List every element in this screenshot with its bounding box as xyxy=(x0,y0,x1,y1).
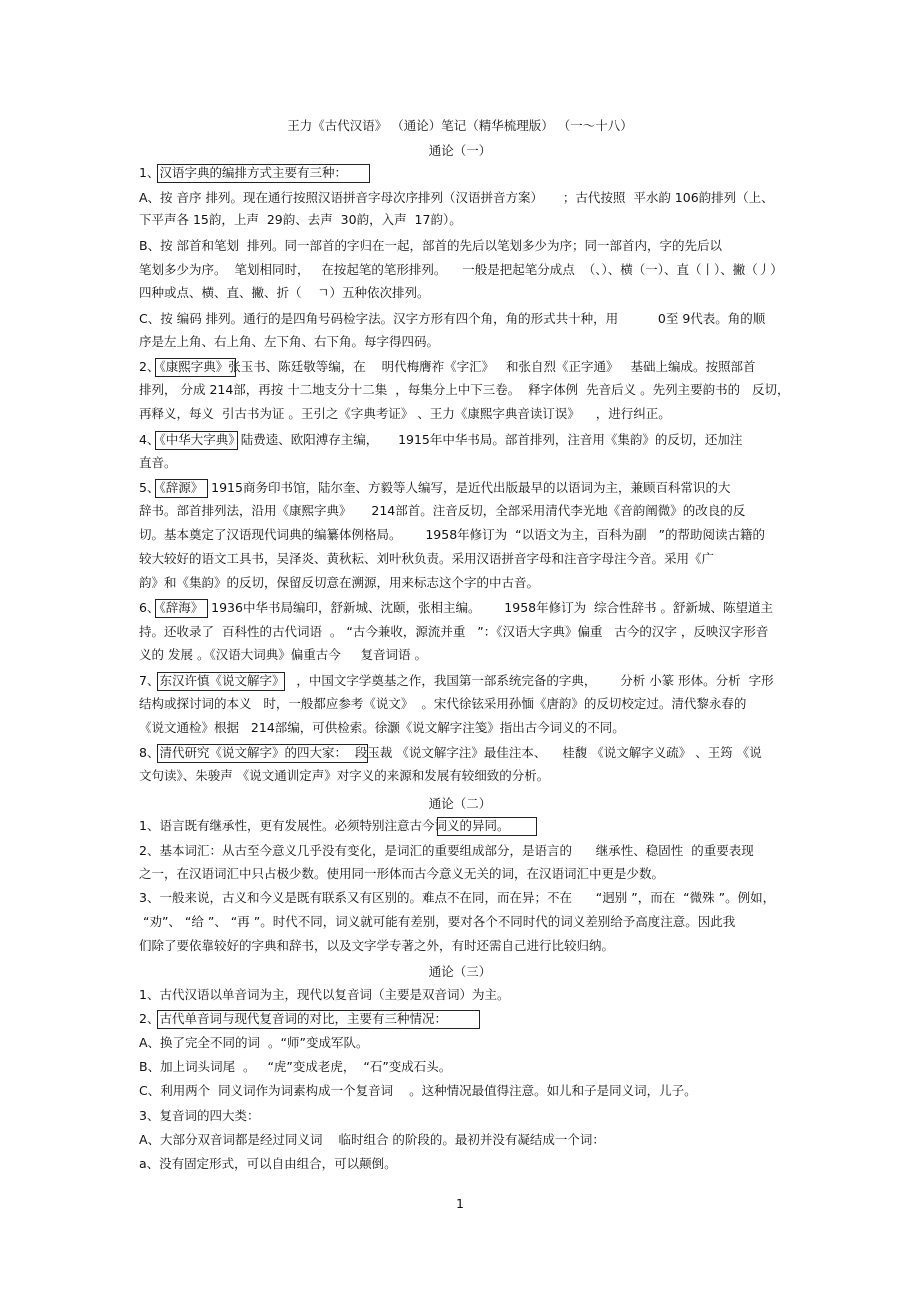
text-line: C、按 编码 排列。通行的是四角号码检字法。汉字方形有四个角，角的形式共十种，用 0至 9代表。角的顺 xyxy=(139,311,766,326)
text-line: 排列， 分成 214部，再按 十二地支分十二集 ，每集分上中下三卷。 释字体例 先音后义 。先列主要韵书的 反切， xyxy=(139,382,790,397)
text-line: “劝”、 “给 ”、 “再 ”。时代不同，词义就可能有差别，要对各个不同时代的词义差别给予高度注意。因此我 xyxy=(139,914,736,929)
text-line: B、加上词头词尾 。 “虎”变成老虎， “石”变成石头。 xyxy=(139,1059,452,1074)
text-line: B、按 部首和笔划 排列。同一部首的字归在一起，部首的先后以笔划多少为序；同一部首内，字的先后以 xyxy=(139,238,722,253)
text-line: 4、《中华大字典》陆费逵、欧阳溥存主编， 1915年中华书局。部首排列，注音用《集韵》的反切，还加注 xyxy=(139,432,743,447)
text-line: 下平声各 15韵，上声 29韵、去声 30韵，入声 17韵）。 xyxy=(139,212,462,227)
highlight-box xyxy=(155,479,208,498)
text-line: 7、东汉许慎《说文解字》 ，中国文字学奠基之作，我国第一部系统完备的字典， 分析 小篆 形体。分析 字形 xyxy=(139,673,774,688)
document-title: 王力《古代汉语》 （通论）笔记（精华梳理版） （一～十八） xyxy=(287,118,633,133)
text-line: 韵》和《集韵》的反切，保留反切意在溯源，用来标志这个字的中古音。 xyxy=(139,575,540,590)
text-line: 四种或点、横、直、撇、折（ ㄱ）五种依次排列。 xyxy=(139,285,430,300)
text-line: 结构或探讨词的本义 时，一般都应参考《说文》 。宋代徐铉采用孙愐《唐韵》的反切校定过。清代黎永春的 xyxy=(139,696,747,711)
highlight-box xyxy=(155,358,236,377)
text-line: 直音。 xyxy=(139,455,177,470)
text-line: A、换了完全不同的词 。“师”变成军队。 xyxy=(139,1035,369,1050)
text-line: 5、《辞源》 1915商务印书馆，陆尔奎、方毅等人编写，是近代出版最早的以语词为主，兼顾百科常识的大 xyxy=(139,480,731,495)
text-line: 较大较好的语文工具书，吴泽炎、黄秋耘、刘叶秋负责。采用汉语拼音字母和注音字母注今音。采用《广 xyxy=(139,551,715,566)
text-line: 之一，在汉语词汇中只占极少数。使用同一形体而古今意义无关的词，在汉语词汇中更是少数。 xyxy=(139,866,665,881)
highlight-box xyxy=(437,817,537,836)
text-line: 笔划多少为序。 笔划相同时， 在按起笔的笔形排列。 一般是把起笔分成点 （、）、横（一）、直（丨）、撇（丿） xyxy=(139,262,783,277)
text-line: C、利用两个 同义词作为词素构成一个复音词 。这种情况最值得注意。如儿和子是同义词，儿子。 xyxy=(139,1083,697,1098)
text-line: 持。还收录了 百科性的古代词语 。 “古今兼收，源流并重 ”：《汉语大字典》偏重 古今的汉字 ，反映汉字形音 xyxy=(139,624,769,639)
text-line: 文句读》、朱骏声 《说文通训定声》对字义的来源和发展有较细致的分析。 xyxy=(139,768,550,783)
text-line: 1、语言既有继承性，更有发展性。必须特别注意古今词义的异同。 xyxy=(139,818,510,833)
page-number: 1 xyxy=(456,1196,464,1211)
highlight-box xyxy=(157,1010,480,1029)
highlight-box xyxy=(157,164,370,183)
section-heading: 通论（三） xyxy=(428,964,492,979)
text-line: 6、《辞海》 1936中华书局编印，舒新城、沈颐，张相主编。 1958年修订为 综合性辞书 。舒新城、陈望道主 xyxy=(139,600,774,615)
text-line: 1、汉语字典的编排方式主要有三种： xyxy=(139,165,347,180)
text-line: 2、《康熙字典》张玉书、陈廷敬等编，在 明代梅膺祚《字汇》 和张自烈《正字通》 基础上编成。按照部首 xyxy=(139,359,756,374)
highlight-box xyxy=(157,672,285,691)
text-line: 辞书。部首排列法，沿用《康熙字典》 214部首。注音反切，全部采用清代李光地《音韵阐微》的改良的反 xyxy=(139,503,746,518)
highlight-box xyxy=(155,599,208,618)
text-line: 8、清代研究《说文解字》的四大家： 段玉裁 《说文解字注》最佳注本、 桂馥 《说文解字义疏》 、王筠 《说 xyxy=(139,745,762,760)
section-heading: 通论（二） xyxy=(428,796,492,811)
text-line: 们除了要依靠较好的字典和辞书，以及文字学专著之外，有时还需自己进行比较归纳。 xyxy=(139,938,615,953)
highlight-box xyxy=(155,431,238,450)
highlight-box xyxy=(157,744,368,763)
text-line: a、没有固定形式，可以自由组合，可以颠倒。 xyxy=(139,1156,397,1171)
text-line: 《说文通检》根据 214部编，可供检索。徐灏《说文解字注笺》指出古今词义的不同。 xyxy=(139,720,625,735)
section-heading: 通论（一） xyxy=(428,143,492,158)
text-line: 2、古代单音词与现代复音词的对比，主要有三种情况： xyxy=(139,1011,447,1026)
text-line: 2、基本词汇：从古至今意义几乎没有变化，是词汇的重要组成部分，是语言的 继承性、稳固性 的重要表现 xyxy=(139,843,754,858)
text-line: 义的 发展 。《汉语大词典》偏重古今 复音词语 。 xyxy=(139,647,428,662)
text-line: A、按 音序 排列。现在通行按照汉语拼音字母次序排列（汉语拼音方案） ；古代按照 平水韵 106韵排列（上、 xyxy=(139,190,774,205)
text-line: 3、一般来说，古义和今义是既有联系又有区别的。难点不在同，而在异；不在 “迥别 ”，而在 “微殊 ”。例如， xyxy=(139,890,776,905)
text-line: 再释义，每义 引古书为证 。王引之《字典考证》 、王力《康熙字典音读订误》 ，进行纠正。 xyxy=(139,406,671,421)
text-line: 切。基本奠定了汉语现代词典的编纂体例格局。 1958年修订为 “以语文为主，百科为副 ”的帮助阅读古籍的 xyxy=(139,527,765,542)
text-line: 1、古代汉语以单音词为主，现代以复音词（主要是双音词）为主。 xyxy=(139,987,510,1002)
text-line: A、大部分双音词都是经过同义词 临时组合 的阶段的。最初并没有凝结成一个词： xyxy=(139,1132,605,1147)
text-line: 序是左上角、右上角、左下角、右下角。每字得四码。 xyxy=(139,334,440,349)
text-line: 3、复音词的四大类： xyxy=(139,1108,260,1123)
